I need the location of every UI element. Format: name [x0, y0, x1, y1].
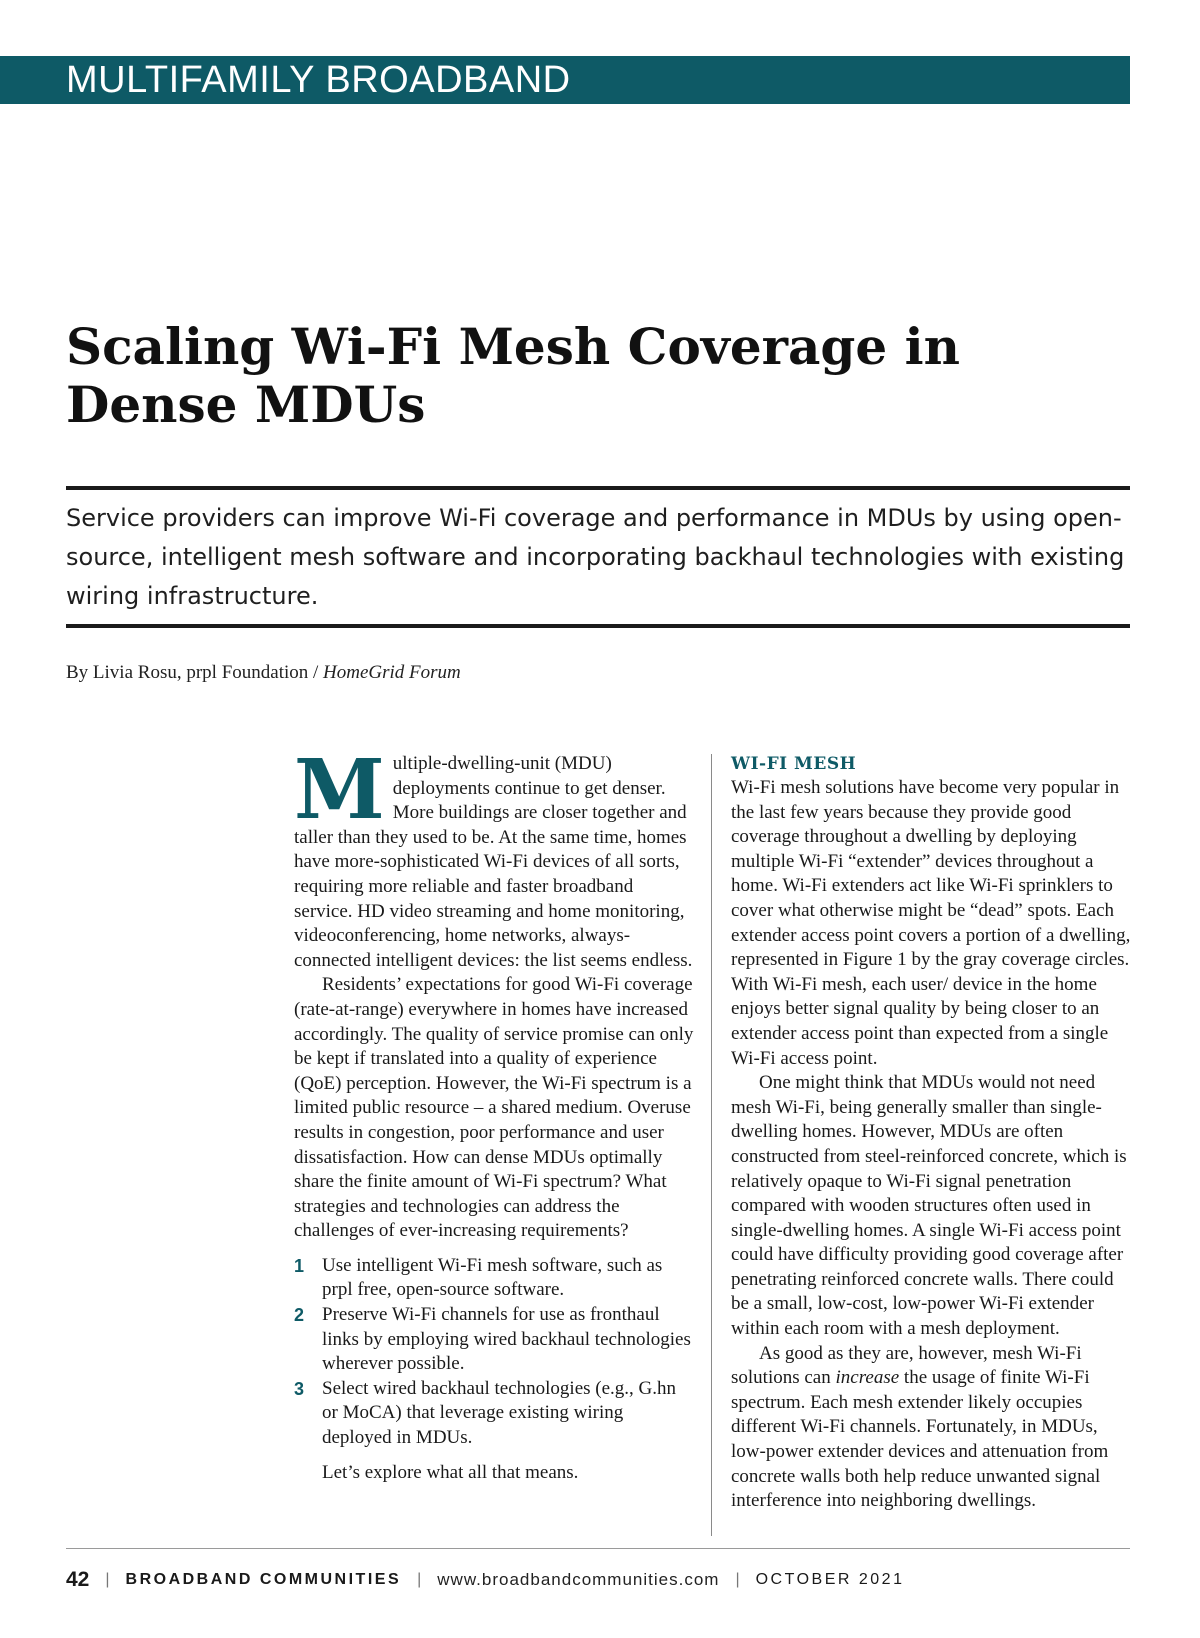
publication-name: BROADBAND COMMUNITIES: [125, 1571, 402, 1588]
list-item: [294, 1254, 694, 1303]
article-deck: Service providers can improve Wi-Fi coverage and performance in MDUs by using open-source, intelligent mesh software and incorporating backhaul technologies with existing wiring infrastructure.: [66, 504, 1125, 610]
right-column: [731, 752, 1131, 1514]
byline-author: By Livia Rosu, prpl Foundation /: [66, 662, 319, 683]
column-divider: [711, 754, 712, 1536]
list-item-text: Select wired backhaul technologies (e.g., G.hn or MoCA) that leverage existing wiring deployed in MDUs.: [322, 1377, 677, 1449]
intro-paragraph: [294, 742, 694, 973]
publication-url[interactable]: www.broadbandcommunities.com: [437, 1570, 720, 1589]
footer-rule: [66, 1548, 1130, 1549]
page-footer: [66, 1566, 904, 1594]
body-paragraph-2: Residents’ expectations for good Wi-Fi coverage (rate-at-range) everywhere in homes have increased accordingly. The quality of service promise can only be kept if translated into a quality of experience (QoE) perception. However, the Wi-Fi spectrum is a limited public resource – a shared medium. Overuse results in congestion, poor performance and user dissatisfaction. How can dense MDUs optimally share the finite amount of Wi-Fi spectrum? What strategies and technologies can address the challenges of ever-increasing requirements?: [294, 974, 694, 1242]
deck-bottom-rule: [66, 624, 1130, 628]
body-paragraph-3: Let’s explore what all that means.: [322, 1461, 579, 1483]
mesh-paragraph-1: Wi-Fi mesh solutions have become very popular in the last few years because they provide good coverage throughout a dwelling by deploying multiple Wi-Fi “extender” devices throughout a home. Wi-Fi extenders act like Wi-Fi sprinklers to cover what otherwise might be “dead” spots. Each extender access point covers a portion of a dwelling, represented in Figure 1 by the gray coverage circles. With Wi-Fi mesh, each user/ device in the home enjoys better signal quality by being closer to an extender access point than expected from a single Wi-Fi access point.: [731, 777, 1131, 1069]
list-item-text: Preserve Wi-Fi channels for use as fronthaul links by employing wired backhaul technologies wherever possible.: [322, 1304, 691, 1375]
drop-cap: M: [294, 742, 385, 838]
list-item-text: Use intelligent Wi-Fi mesh software, such as prpl free, open-source software.: [322, 1254, 663, 1301]
mesh-paragraph-2: One might think that MDUs would not need mesh Wi-Fi, being generally smaller than single-dwelling homes. However, MDUs are often constructed from steel-reinforced concrete, which is relatively opaque to Wi-Fi signal penetration compared with wooden structures often used in single-dwelling homes. A single Wi-Fi access point could have difficulty providing good coverage after penetrating reinforced concrete walls. There could be a small, low-cost, low-power Wi-Fi extender within each room with a mesh deployment.: [731, 1072, 1127, 1340]
page-number: 42: [66, 1568, 90, 1591]
mesh-paragraph-3: [731, 1342, 1131, 1514]
deck-top-rule: [66, 486, 1130, 490]
section-banner: [0, 56, 1130, 104]
article-title: Scaling Wi-Fi Mesh Coverage in Dense MDUs: [66, 317, 960, 434]
left-column: [294, 742, 694, 1485]
footer-separator: |: [417, 1571, 422, 1588]
footer-separator: |: [105, 1571, 110, 1588]
issue-date: OCTOBER 2021: [755, 1571, 905, 1588]
list-item-number: 1: [294, 1255, 305, 1276]
strategy-list: [294, 1254, 694, 1451]
intro-paragraph-text: ultiple-dwelling-unit (MDU) deployments continue to get denser. More buildings are closer together and taller than they used to be. At the same time, homes have more-sophisticated Wi-Fi devices of all sorts, requiring more reliable and faster broadband service. HD video streaming and home monitoring, videoconferencing, home networks, always-connected intelligent devices: the list seems endless.: [294, 753, 693, 971]
byline: [66, 662, 461, 684]
mesh-paragraph-3-end: the usage of finite Wi-Fi spectrum. Each mesh extender likely occupies different Wi-Fi channels. Fortunately, in MDUs, low-power extender devices and attenuation from concrete walls both help reduce unwanted signal interference into neighboring dwellings.: [731, 1367, 1109, 1512]
byline-org: HomeGrid Forum: [323, 662, 461, 683]
section-label: MULTIFAMILY BROADBAND: [66, 59, 571, 101]
section-subhead: WI-FI MESH: [731, 754, 857, 774]
list-item-number: 3: [294, 1378, 305, 1399]
list-item-number: 2: [294, 1305, 305, 1326]
emphasis-text: increase: [835, 1367, 900, 1389]
mesh-paragraph-3-start: As good as they are, however, mesh Wi-Fi solutions can: [731, 1342, 1082, 1389]
list-item: [294, 1377, 694, 1451]
footer-separator: |: [735, 1571, 740, 1588]
list-item: [294, 1303, 694, 1377]
